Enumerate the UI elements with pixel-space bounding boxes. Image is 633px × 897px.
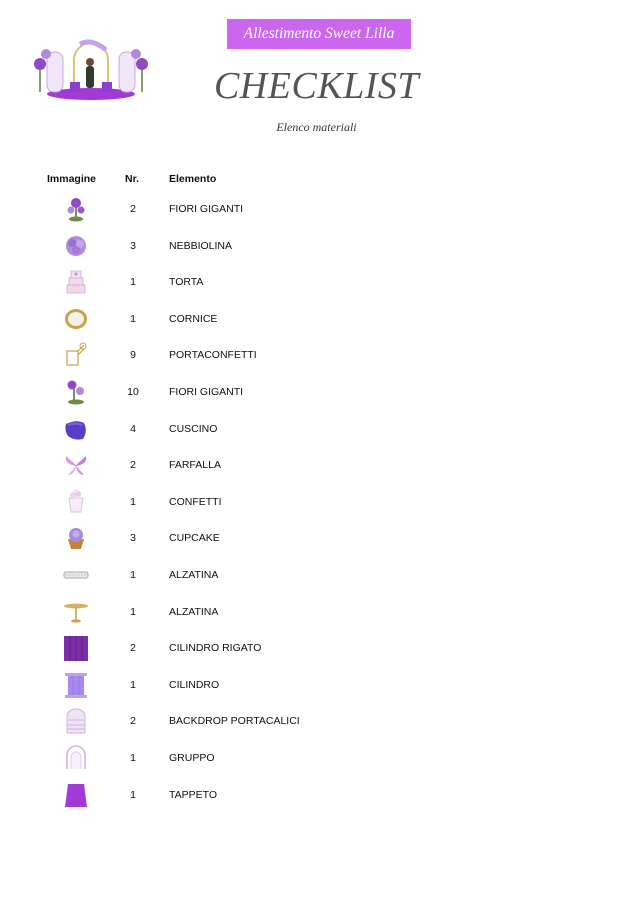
- table-row: [0, 336, 633, 373]
- row-element: GRUPPO: [169, 751, 215, 764]
- giant-flowers-icon: [62, 378, 90, 406]
- table-row: [0, 629, 633, 666]
- table-row: [0, 483, 633, 520]
- page-subtitle: Elenco materiali: [276, 120, 357, 134]
- row-quantity: 10: [127, 385, 139, 398]
- table-row: [0, 739, 633, 776]
- table-row: [0, 446, 633, 483]
- cushion-icon: [62, 415, 90, 443]
- column-header-image: Immagine: [47, 173, 97, 185]
- confetti-jar-icon: [62, 488, 90, 516]
- favor-holder-icon: [62, 341, 90, 369]
- row-element: CILINDRO: [169, 678, 220, 691]
- row-quantity: 3: [130, 532, 136, 545]
- mist-flower-icon: [62, 232, 90, 260]
- row-quantity: 1: [130, 605, 136, 618]
- materials-list: [0, 190, 633, 812]
- row-element: TAPPETO: [169, 788, 218, 801]
- row-element: ALZATINA: [169, 605, 219, 618]
- table-row: [0, 702, 633, 739]
- row-quantity: 2: [130, 642, 136, 655]
- row-element: CUPCAKE: [169, 532, 220, 545]
- row-element: CORNICE: [169, 312, 218, 325]
- table-row: [0, 300, 633, 337]
- table-row: [0, 556, 633, 593]
- cylinder-icon: [62, 671, 90, 699]
- cake-icon: [62, 268, 90, 296]
- event-name-badge: Allestimento Sweet Lilla: [227, 19, 411, 49]
- row-element: FARFALLA: [169, 459, 221, 472]
- table-row: [0, 410, 633, 447]
- cupcake-icon: [62, 524, 90, 552]
- row-element: CONFETTI: [169, 495, 222, 508]
- row-quantity: 2: [130, 715, 136, 728]
- column-header-element: Elemento: [169, 173, 217, 185]
- row-element: CUSCINO: [169, 422, 218, 435]
- table-row: [0, 593, 633, 630]
- giant-flowers-icon: [62, 195, 90, 223]
- column-header-quantity: Nr.: [125, 173, 140, 185]
- table-row: [0, 263, 633, 300]
- cake-stand-flat-icon: [62, 561, 90, 589]
- balloon-group-icon: [62, 744, 90, 772]
- row-element: FIORI GIGANTI: [169, 385, 244, 398]
- striped-cylinder-icon: [62, 634, 90, 662]
- row-quantity: 3: [130, 239, 136, 252]
- carpet-icon: [62, 781, 90, 809]
- row-quantity: 2: [130, 203, 136, 215]
- row-element: BACKDROP PORTACALICI: [169, 715, 300, 728]
- table-row: [0, 373, 633, 410]
- butterfly-icon: [62, 451, 90, 479]
- row-quantity: 4: [130, 422, 136, 435]
- table-row: [0, 190, 633, 227]
- row-quantity: 1: [130, 678, 136, 691]
- row-quantity: 1: [130, 495, 136, 508]
- row-element: CILINDRO RIGATO: [169, 642, 262, 655]
- table-row: [0, 227, 633, 264]
- row-quantity: 2: [130, 459, 136, 472]
- row-element: FIORI GIGANTI: [169, 203, 244, 215]
- page-title: CHECKLIST: [213, 65, 420, 107]
- row-element: PORTACONFETTI: [169, 349, 257, 362]
- row-quantity: 1: [130, 751, 136, 764]
- table-row: [0, 666, 633, 703]
- row-element: NEBBIOLINA: [169, 239, 233, 252]
- frame-icon: [62, 305, 90, 333]
- table-row: [0, 776, 633, 813]
- table-row: [0, 519, 633, 556]
- row-quantity: 1: [130, 276, 136, 289]
- row-element: TORTA: [169, 276, 204, 289]
- row-element: ALZATINA: [169, 568, 219, 581]
- row-quantity: 1: [130, 788, 136, 801]
- shelf-backdrop-icon: [62, 707, 90, 735]
- row-quantity: 9: [130, 349, 136, 362]
- cake-stand-gold-icon: [62, 598, 90, 626]
- row-quantity: 1: [130, 312, 136, 325]
- row-quantity: 1: [130, 568, 136, 581]
